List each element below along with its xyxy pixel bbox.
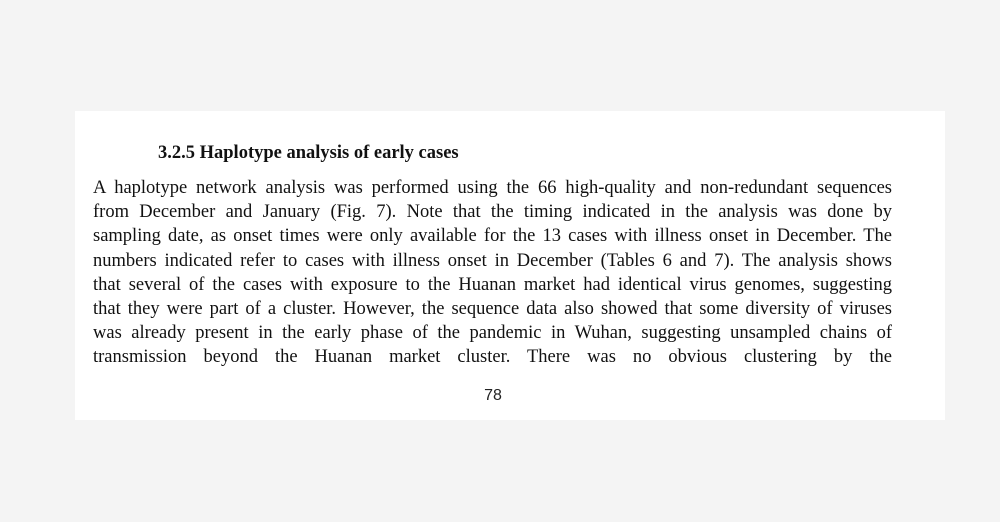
paragraph-line: was already present in the early phase of the pandemic in Wuhan, suggesting unsampled chains of — [93, 323, 892, 344]
page-number: 78 — [484, 387, 502, 404]
paragraph-line: sampling date, as onset times were only available for the 13 cases with illness onset in December. The — [93, 226, 892, 247]
paragraph-line: that several of the cases with exposure to the Huanan market had identical virus genomes, suggesting — [93, 274, 892, 295]
paragraph-line: A haplotype network analysis was performed using the 66 high-quality and non-redundant sequences — [93, 178, 892, 198]
paragraph-line: numbers indicated refer to cases with illness onset in December (Tables 6 and 7). The analysis shows — [93, 250, 892, 271]
paragraph-line: that they were part of a cluster. However, the sequence data also showed that some diversity of viruses — [93, 298, 892, 319]
paragraph-line: from December and January (Fig. 7). Note that the timing indicated in the analysis was done by — [93, 202, 892, 223]
body-paragraph — [93, 176, 892, 370]
section-heading: 3.2.5 Haplotype analysis of early cases — [158, 143, 459, 163]
paragraph-line: transmission beyond the Huanan market cluster. There was no obvious clustering by the — [93, 347, 892, 368]
document-page — [75, 111, 945, 420]
